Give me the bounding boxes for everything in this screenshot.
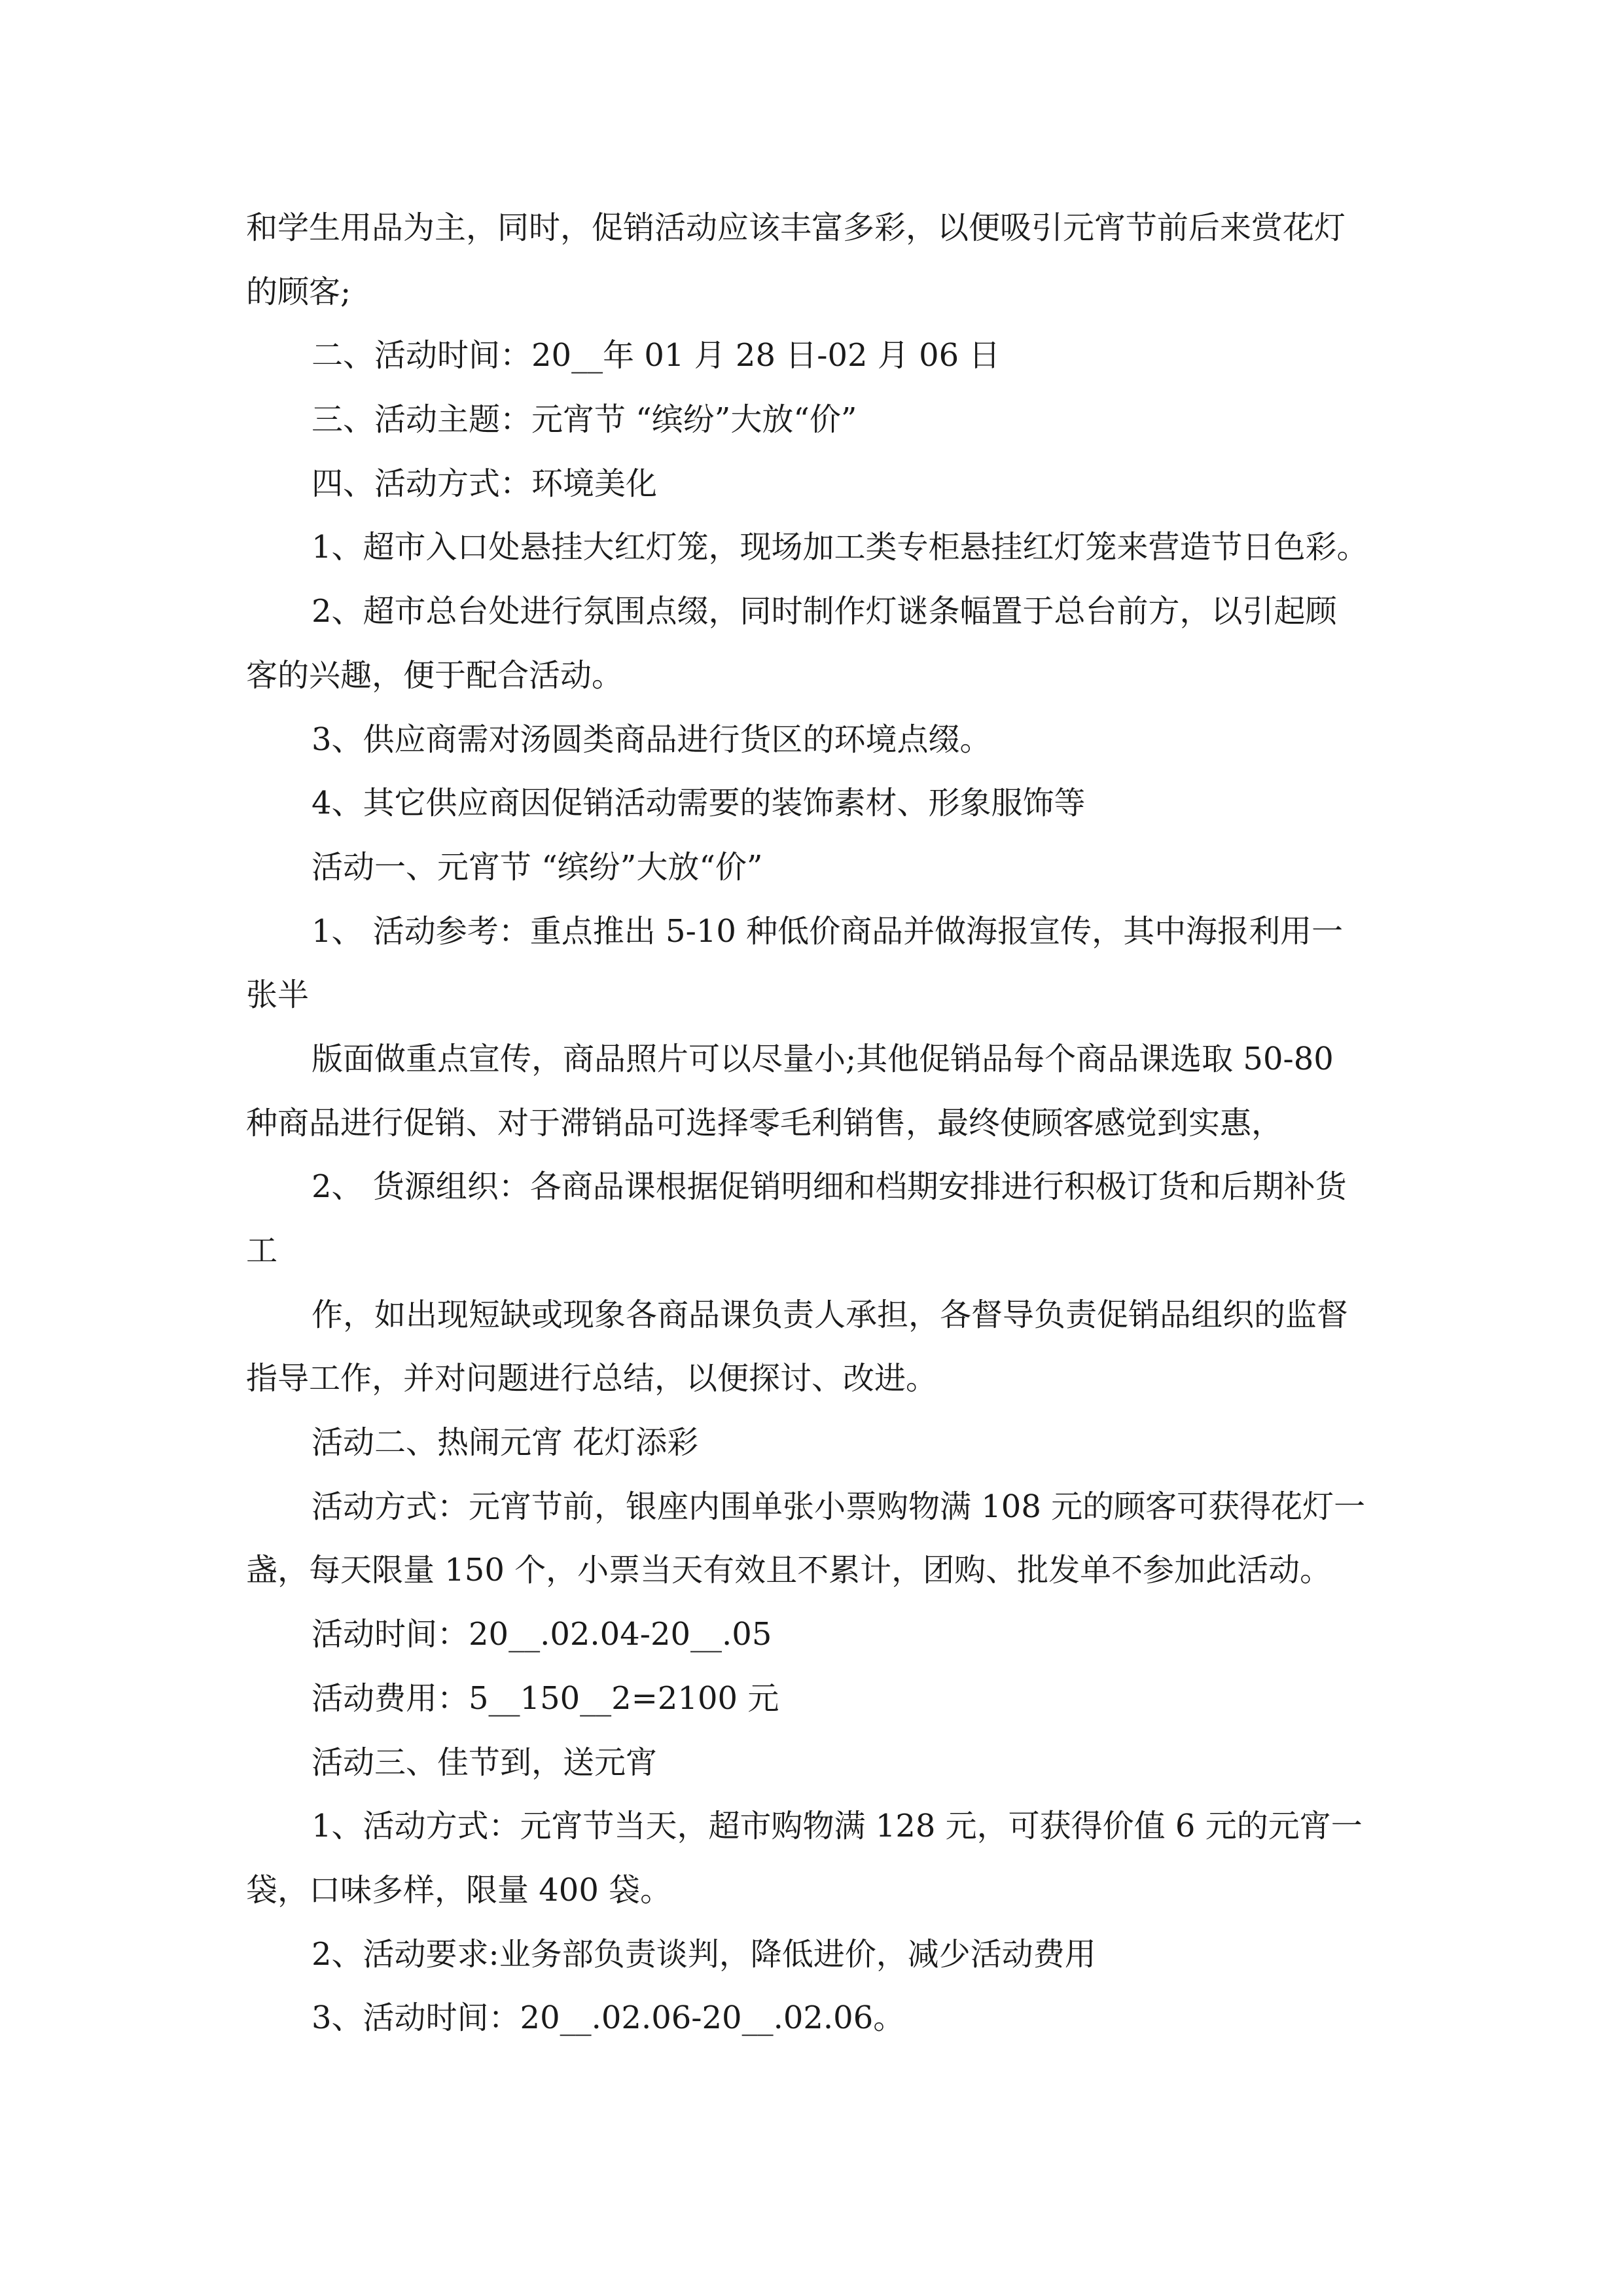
text-line: 1、 活动参考：重点推出 5-10 种低价商品并做海报宣传，其中海报利用一 (312, 912, 1344, 950)
text-line: 2、超市总台处进行氛围点缀，同时制作灯谜条幅置于总台前方，以引起顾 (312, 593, 1337, 630)
text-line: 活动方式：元宵节前，银座内围单张小票购物满 108 元的顾客可获得花灯一 (312, 1488, 1366, 1525)
text-line: 盏，每天限量 150 个，小票当天有效且不累计，团购、批发单不参加此活动。 (246, 1552, 1332, 1589)
text-line: 活动三、佳节到，送元宵 (312, 1744, 658, 1781)
text-line: 的顾客; (246, 273, 351, 310)
text-line: 4、其它供应商因促销活动需要的装饰素材、形象服饰等 (312, 785, 1086, 822)
text-line: 二、活动时间：20__年 01 月 28 日-02 月 06 日 (312, 337, 1001, 374)
text-line: 和学生用品为主，同时，促销活动应该丰富多彩，以便吸引元宵节前后来赏花灯 (246, 209, 1346, 246)
text-line: 3、活动时间：20__.02.06-20__.02.06。 (312, 2000, 905, 2037)
text-line: 张半 (246, 977, 310, 1014)
text-line: 1、活动方式：元宵节当天，超市购物满 128 元，可获得价值 6 元的元宵一 (312, 1808, 1363, 1845)
text-line: 2、活动要求:业务部负责谈判，降低进价，减少活动费用 (312, 1935, 1096, 1973)
text-line: 活动时间：20__.02.04-20__.05 (312, 1616, 772, 1653)
text-line: 种商品进行促销、对于滞销品可选择零毛利销售，最终使顾客感觉到实惠， (246, 1104, 1283, 1141)
text-line: 指导工作，并对问题进行总结，以便探讨、改进。 (246, 1360, 938, 1397)
document-body (246, 196, 1378, 2051)
text-line: 三、活动主题：元宵节 “缤纷”大放“价” (312, 401, 857, 439)
text-line: 1、超市入口处悬挂大红灯笼，现场加工类专柜悬挂红灯笼来营造节日色彩。 (312, 529, 1368, 566)
text-line: 3、供应商需对汤圆类商品进行货区的环境点缀。 (312, 721, 991, 758)
text-line: 2、 货源组织：各商品课根据促销明细和档期安排进行积极订货和后期补货 (312, 1168, 1347, 1206)
text-line: 客的兴趣，便于配合活动。 (246, 656, 624, 694)
text-line: 版面做重点宣传，商品照片可以尽量小;其他促销品每个商品课选取 50-80 (312, 1040, 1334, 1077)
text-line: 活动费用：5__150__2=2100 元 (312, 1679, 779, 1717)
text-line: 工 (246, 1232, 278, 1269)
text-line: 活动一、元宵节 “缤纷”大放“价” (312, 848, 763, 886)
text-line: 作，如出现短缺或现象各商品课负责人承担，各督导负责促销品组织的监督 (312, 1296, 1349, 1333)
text-line: 活动二、热闹元宵 花灯添彩 (312, 1424, 699, 1462)
text-line: 袋，口味多样，限量 400 袋。 (246, 1871, 672, 1909)
text-line: 四、活动方式：环境美化 (312, 465, 658, 502)
